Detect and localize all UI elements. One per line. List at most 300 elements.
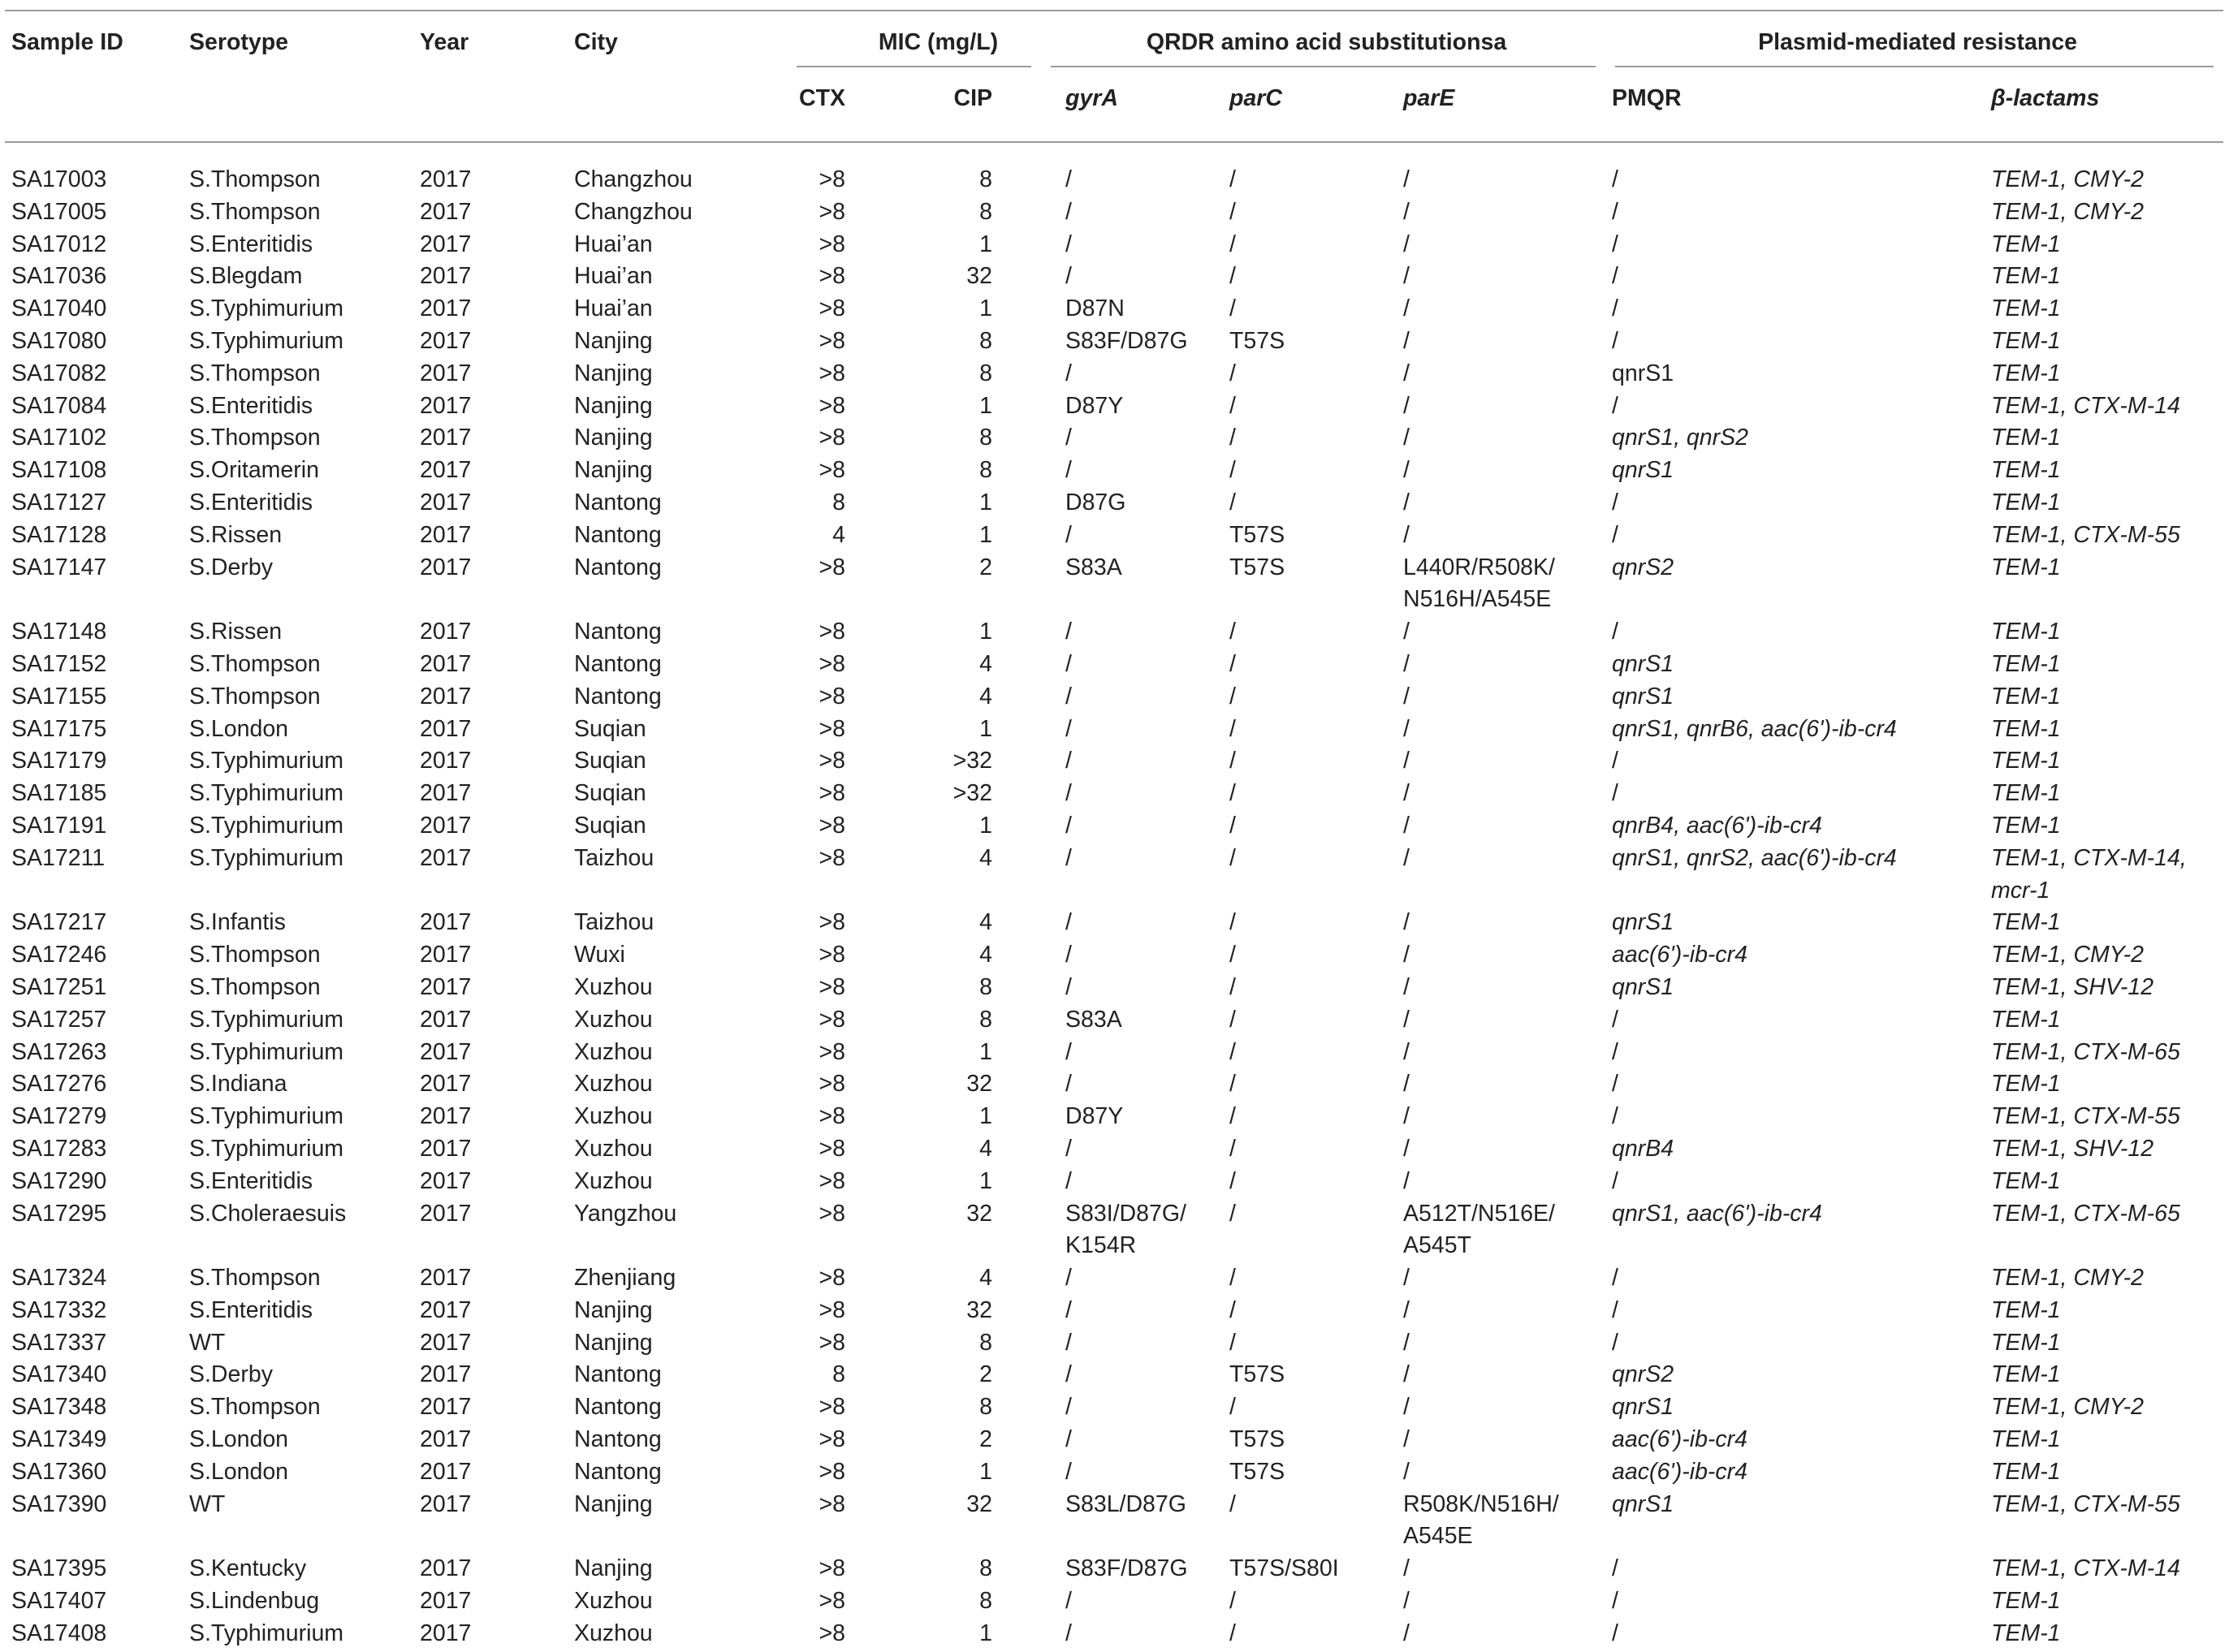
table-row (5, 1424, 2223, 1456)
cell-cip-text: 2 (979, 1426, 992, 1453)
cell-ctx-text: >8 (819, 1103, 845, 1130)
cell-sample-id (5, 1618, 183, 1652)
cell-year-text: 2017 (420, 1296, 472, 1323)
table-row (5, 1585, 2223, 1618)
cell-ctx-text: >8 (819, 1135, 845, 1162)
cell-blactams-text-line2: mcr-1 (1991, 877, 2050, 904)
cell-pmqr-text: qnrS1, qnrS2, aac(6')-ib-cr4 (1612, 844, 1897, 871)
cell-gyra (1041, 714, 1223, 746)
cell-city-text: Xuzhou (574, 1006, 653, 1033)
cell-blactams (1967, 1489, 2223, 1554)
cell-ctx-text: >8 (819, 554, 845, 580)
cell-city-text: Nanjing (574, 1490, 653, 1517)
cell-pmqr (1605, 714, 1967, 746)
cell-blactams (1967, 142, 2223, 196)
cell-pare-text: / (1403, 521, 1410, 548)
cell-year (413, 455, 568, 487)
cell-pmqr (1605, 1068, 1967, 1101)
cell-ctx-text: >8 (819, 1458, 845, 1485)
cell-cip (876, 358, 1041, 390)
cell-ctx (787, 326, 876, 358)
cell-gyra-text: / (1065, 1361, 1072, 1388)
cell-year (413, 714, 568, 746)
cell-parc (1223, 261, 1397, 293)
cell-cip-text: 2 (979, 1361, 992, 1388)
cell-pare-text: / (1403, 1071, 1410, 1098)
cell-pmqr (1605, 1037, 1967, 1069)
cell-serotype (183, 1327, 413, 1360)
cell-cip-text: 8 (979, 1006, 992, 1033)
cell-sample-id-text: SA17036 (11, 263, 107, 290)
cell-serotype (183, 196, 413, 229)
cell-pare (1397, 1262, 1605, 1295)
cell-cip (876, 1391, 1041, 1424)
header-row-columns (5, 67, 2223, 142)
cell-blactams (1967, 778, 2223, 810)
cell-ctx (787, 1198, 876, 1263)
cell-city (568, 1553, 787, 1585)
cell-serotype-text: S.Thompson (189, 425, 321, 451)
cell-city (568, 616, 787, 649)
cell-sample-id (5, 1585, 183, 1618)
cell-pmqr-text: qnrS1 (1612, 683, 1674, 710)
cell-city (568, 939, 787, 972)
cell-sample-id-text: SA17148 (11, 619, 107, 645)
cell-gyra (1041, 649, 1223, 681)
cell-sample-id-text: SA17217 (11, 909, 107, 936)
table-row (5, 1553, 2223, 1585)
cell-city-text: Xuzhou (574, 1103, 653, 1130)
cell-serotype (183, 390, 413, 423)
cell-serotype (183, 1004, 413, 1037)
cell-pare-text: / (1403, 844, 1410, 871)
cell-cip-text: >32 (953, 780, 992, 807)
cell-sample-id-text: SA17185 (11, 780, 107, 807)
cell-sample-id-text: SA17257 (11, 1006, 107, 1033)
cell-pare (1397, 229, 1605, 261)
table-row (5, 455, 2223, 487)
cell-cip-text: 4 (979, 942, 992, 968)
cell-city-text: Huai’an (574, 295, 653, 322)
cell-pmqr-text: / (1612, 521, 1618, 548)
cell-year (413, 326, 568, 358)
cell-serotype (183, 972, 413, 1004)
cell-year (413, 293, 568, 326)
cell-serotype (183, 455, 413, 487)
cell-serotype (183, 1037, 413, 1069)
cell-year-text: 2017 (420, 489, 472, 515)
cell-gyra-text: / (1065, 166, 1072, 192)
cell-pare-text: / (1403, 973, 1410, 1000)
cell-city (568, 843, 787, 908)
cell-sample-id-text: SA17279 (11, 1103, 107, 1130)
cell-gyra (1041, 1295, 1223, 1327)
cell-pare-text: / (1403, 1329, 1410, 1356)
cell-gyra-text: D87N (1065, 295, 1125, 322)
cell-sample-id-text: SA17108 (11, 457, 107, 484)
cell-year (413, 390, 568, 423)
cell-city-text: Nanjing (574, 425, 653, 451)
cell-pmqr-text: qnrS1 (1612, 1490, 1674, 1517)
cell-gyra (1041, 142, 1223, 196)
cell-city (568, 714, 787, 746)
cell-ctx (787, 1456, 876, 1489)
cell-year (413, 1262, 568, 1295)
cell-sample-id-text: SA17295 (11, 1200, 107, 1227)
cell-pmqr-text: qnrS2 (1612, 1361, 1674, 1388)
cell-cip (876, 1068, 1041, 1101)
cell-pare (1397, 196, 1605, 229)
cell-year (413, 681, 568, 714)
cell-pmqr (1605, 907, 1967, 939)
cell-year-text: 2017 (420, 1038, 472, 1065)
cell-cip (876, 552, 1041, 617)
cell-ctx-text: >8 (819, 942, 845, 968)
cell-cip-text: 4 (979, 909, 992, 936)
cell-pare (1397, 1068, 1605, 1101)
cell-ctx-text: >8 (819, 812, 845, 839)
cell-year (413, 422, 568, 455)
cell-parc (1223, 229, 1397, 261)
cell-sample-id-text: SA17191 (11, 812, 107, 839)
cell-serotype-text: S.Infantis (189, 909, 286, 936)
cell-gyra-text: / (1065, 909, 1072, 936)
cell-cip (876, 455, 1041, 487)
cell-city (568, 1198, 787, 1263)
cell-parc (1223, 745, 1397, 778)
cell-parc (1223, 1068, 1397, 1101)
table-row (5, 552, 2223, 617)
cell-pmqr (1605, 1262, 1967, 1295)
cell-year-text: 2017 (420, 942, 472, 968)
cell-sample-id (5, 390, 183, 423)
cell-serotype-text: S.Typhimurium (189, 1135, 344, 1162)
cell-cip-text: 8 (979, 1588, 992, 1615)
cell-blactams (1967, 293, 2223, 326)
cell-blactams (1967, 229, 2223, 261)
cell-gyra-text: / (1065, 812, 1072, 839)
cell-pare (1397, 1101, 1605, 1133)
cell-serotype-text: S.Typhimurium (189, 812, 344, 839)
cell-parc-text: / (1229, 844, 1236, 871)
cell-blactams-text: TEM-1, CMY-2 (1991, 1394, 2144, 1421)
cell-pmqr-text: / (1612, 1555, 1618, 1582)
cell-gyra-text: S83A (1065, 1006, 1122, 1033)
cell-pare (1397, 422, 1605, 455)
cell-sample-id (5, 455, 183, 487)
cell-year-text: 2017 (420, 327, 472, 354)
header-blactams: β-lactams (1967, 67, 2223, 142)
cell-pmqr (1605, 810, 1967, 843)
cell-blactams-text: TEM-1, CMY-2 (1991, 166, 2144, 192)
cell-cip-text: 8 (979, 425, 992, 451)
cell-cip (876, 778, 1041, 810)
table-row (5, 616, 2223, 649)
cell-city-text: Xuzhou (574, 1588, 653, 1615)
cell-gyra-text: / (1065, 715, 1072, 742)
cell-ctx-text: >8 (819, 1265, 845, 1292)
cell-city-text: Huai’an (574, 231, 653, 257)
cell-cip-text: 32 (966, 263, 992, 290)
cell-ctx (787, 1585, 876, 1618)
cell-city-text: Nanjing (574, 1329, 653, 1356)
cell-blactams-text: TEM-1 (1991, 554, 2061, 580)
cell-ctx-text: >8 (819, 1329, 845, 1356)
cell-gyra (1041, 487, 1223, 520)
cell-blactams (1967, 714, 2223, 746)
header-serotype: Serotype (183, 11, 413, 67)
cell-ctx-text: >8 (819, 1490, 845, 1517)
cell-pare (1397, 293, 1605, 326)
cell-sample-id (5, 810, 183, 843)
cell-city-text: Xuzhou (574, 973, 653, 1000)
cell-cip-text: 1 (979, 1458, 992, 1485)
cell-parc-text: / (1229, 1296, 1236, 1323)
cell-year-text: 2017 (420, 1200, 472, 1227)
cell-parc-text: / (1229, 425, 1236, 451)
cell-pare-text: / (1403, 1135, 1410, 1162)
cell-city (568, 326, 787, 358)
cell-cip (876, 810, 1041, 843)
cell-year (413, 1295, 568, 1327)
cell-ctx (787, 422, 876, 455)
header-ctx: CTX (787, 67, 876, 142)
cell-city-text: Nantong (574, 1426, 662, 1453)
header-pmqr: PMQR (1605, 67, 1967, 142)
cell-city (568, 1133, 787, 1166)
cell-pare (1397, 326, 1605, 358)
cell-sample-id-text: SA17128 (11, 521, 107, 548)
cell-pare-text-line2: N516H/A545E (1403, 586, 1552, 613)
cell-sample-id-text: SA17360 (11, 1458, 107, 1485)
cell-pmqr-text: / (1612, 1006, 1618, 1033)
cell-blactams (1967, 843, 2223, 908)
cell-pmqr-text: / (1612, 780, 1618, 807)
table-row (5, 293, 2223, 326)
cell-gyra (1041, 616, 1223, 649)
cell-cip-text: 1 (979, 619, 992, 645)
cell-gyra-text: D87G (1065, 489, 1126, 515)
cell-blactams (1967, 1101, 2223, 1133)
cell-year-text: 2017 (420, 166, 472, 192)
cell-cip-text: 8 (979, 457, 992, 484)
cell-serotype (183, 1585, 413, 1618)
cell-serotype (183, 1295, 413, 1327)
cell-pare (1397, 455, 1605, 487)
table-row (5, 196, 2223, 229)
cell-pmqr-text: / (1612, 1103, 1618, 1130)
cell-cip-text: 4 (979, 844, 992, 871)
cell-year-text: 2017 (420, 844, 472, 871)
cell-pmqr-text: / (1612, 1071, 1618, 1098)
cell-blactams-text: TEM-1 (1991, 650, 2061, 677)
cell-city-text: Nantong (574, 1394, 662, 1421)
cell-blactams-text: TEM-1, CTX-M-55 (1991, 1103, 2180, 1130)
cell-city-text: Nanjing (574, 1296, 653, 1323)
cell-pmqr (1605, 229, 1967, 261)
cell-gyra-text: / (1065, 360, 1072, 386)
cell-blactams-text: TEM-1 (1991, 748, 2061, 774)
cell-sample-id (5, 487, 183, 520)
cell-city-text: Nantong (574, 1458, 662, 1485)
cell-serotype-text: S.Thompson (189, 198, 321, 225)
cell-sample-id (5, 939, 183, 972)
cell-gyra-text: / (1065, 1329, 1072, 1356)
cell-pmqr (1605, 293, 1967, 326)
cell-ctx (787, 1489, 876, 1554)
cell-parc (1223, 455, 1397, 487)
cell-city (568, 455, 787, 487)
cell-cip-text: 1 (979, 1167, 992, 1194)
cell-parc-text: / (1229, 748, 1236, 774)
table-row (5, 810, 2223, 843)
cell-ctx-text: >8 (819, 392, 845, 419)
cell-pare (1397, 1456, 1605, 1489)
cell-gyra (1041, 972, 1223, 1004)
cell-blactams-text: TEM-1 (1991, 1167, 2061, 1194)
cell-pmqr (1605, 1618, 1967, 1652)
cell-parc (1223, 1456, 1397, 1489)
cell-gyra (1041, 1456, 1223, 1489)
cell-cip-text: 4 (979, 683, 992, 710)
table-row (5, 1489, 2223, 1554)
table-row (5, 843, 2223, 908)
cell-ctx (787, 649, 876, 681)
cell-pare-text: / (1403, 619, 1410, 645)
cell-pmqr-text: qnrB4 (1612, 1135, 1674, 1162)
cell-pmqr (1605, 1133, 1967, 1166)
cell-pare (1397, 142, 1605, 196)
cell-city (568, 745, 787, 778)
cell-gyra-text: / (1065, 780, 1072, 807)
cell-parc (1223, 487, 1397, 520)
cell-serotype-text: S.Enteritidis (189, 392, 313, 419)
header-gyra: gyrA (1041, 67, 1223, 142)
cell-serotype (183, 261, 413, 293)
cell-sample-id-text: SA17408 (11, 1620, 107, 1646)
cell-parc (1223, 681, 1397, 714)
cell-year-text: 2017 (420, 1458, 472, 1485)
cell-pare-text: / (1403, 1555, 1410, 1582)
cell-gyra-text: / (1065, 231, 1072, 257)
cell-sample-id (5, 229, 183, 261)
cell-serotype (183, 1133, 413, 1166)
cell-parc-text: / (1229, 1200, 1236, 1227)
cell-year (413, 1553, 568, 1585)
cell-city (568, 1262, 787, 1295)
cell-city (568, 422, 787, 455)
cell-pare (1397, 1424, 1605, 1456)
cell-year (413, 907, 568, 939)
cell-gyra (1041, 1004, 1223, 1037)
cell-year (413, 1166, 568, 1198)
cell-blactams (1967, 520, 2223, 552)
cell-city-text: Suqian (574, 748, 646, 774)
cell-serotype-text: S.Rissen (189, 619, 283, 645)
cell-sample-id (5, 745, 183, 778)
cell-ctx (787, 616, 876, 649)
cell-sample-id-text: SA17084 (11, 392, 107, 419)
cell-year (413, 229, 568, 261)
cell-serotype (183, 358, 413, 390)
cell-parc (1223, 390, 1397, 423)
cell-pare (1397, 939, 1605, 972)
cell-pmqr-text: aac(6')-ib-cr4 (1612, 1458, 1748, 1485)
cell-serotype-text: WT (189, 1329, 226, 1356)
cell-cip-text: 1 (979, 812, 992, 839)
cell-gyra-text: S83L/D87G (1065, 1490, 1186, 1517)
cell-blactams (1967, 907, 2223, 939)
cell-city (568, 1166, 787, 1198)
cell-serotype-text: S.Enteritidis (189, 1296, 313, 1323)
cell-blactams-text: TEM-1 (1991, 1329, 2061, 1356)
cell-blactams-text: TEM-1 (1991, 457, 2061, 484)
cell-year (413, 1004, 568, 1037)
cell-ctx-text: 4 (832, 521, 845, 548)
cell-city (568, 1359, 787, 1391)
cell-year-text: 2017 (420, 198, 472, 225)
cell-cip (876, 1585, 1041, 1618)
cell-parc-text: / (1229, 457, 1236, 484)
cell-ctx-text: >8 (819, 909, 845, 936)
cell-cip (876, 261, 1041, 293)
cell-parc-text: / (1229, 1038, 1236, 1065)
cell-parc-text: / (1229, 1329, 1236, 1356)
cell-year-text: 2017 (420, 392, 472, 419)
cell-ctx (787, 907, 876, 939)
cell-parc-text: / (1229, 1620, 1236, 1646)
cell-pare-text: / (1403, 1006, 1410, 1033)
cell-city (568, 1327, 787, 1360)
cell-parc-text: T57S (1229, 327, 1285, 354)
cell-ctx-text: >8 (819, 231, 845, 257)
table-row (5, 1391, 2223, 1424)
cell-year-text: 2017 (420, 521, 472, 548)
cell-sample-id-text: SA17127 (11, 489, 107, 515)
cell-parc-text: / (1229, 1006, 1236, 1033)
cell-gyra (1041, 293, 1223, 326)
cell-parc-text: / (1229, 683, 1236, 710)
cell-gyra-text: / (1065, 1426, 1072, 1453)
cell-blactams-text: TEM-1 (1991, 327, 2061, 354)
cell-ctx (787, 1553, 876, 1585)
cell-year (413, 487, 568, 520)
cell-parc (1223, 1133, 1397, 1166)
cell-ctx-text: >8 (819, 1167, 845, 1194)
cell-blactams (1967, 1262, 2223, 1295)
cell-serotype (183, 616, 413, 649)
cell-pmqr (1605, 261, 1967, 293)
cell-gyra-text: S83A (1065, 554, 1122, 580)
cell-cip-text: 1 (979, 1620, 992, 1646)
cell-gyra (1041, 1424, 1223, 1456)
cell-parc (1223, 1004, 1397, 1037)
cell-pare-text: / (1403, 1296, 1410, 1323)
cell-gyra-text: / (1065, 1038, 1072, 1065)
cell-city-text: Xuzhou (574, 1071, 653, 1098)
cell-blactams-text: TEM-1, CTX-M-14 (1991, 1555, 2180, 1582)
cell-parc (1223, 142, 1397, 196)
header-parc: parC (1223, 67, 1397, 142)
cell-serotype (183, 843, 413, 908)
cell-blactams-text: TEM-1 (1991, 1458, 2061, 1485)
cell-parc (1223, 616, 1397, 649)
cell-sample-id (5, 326, 183, 358)
cell-year-text: 2017 (420, 780, 472, 807)
cell-parc (1223, 778, 1397, 810)
cell-serotype (183, 1198, 413, 1263)
cell-ctx (787, 358, 876, 390)
